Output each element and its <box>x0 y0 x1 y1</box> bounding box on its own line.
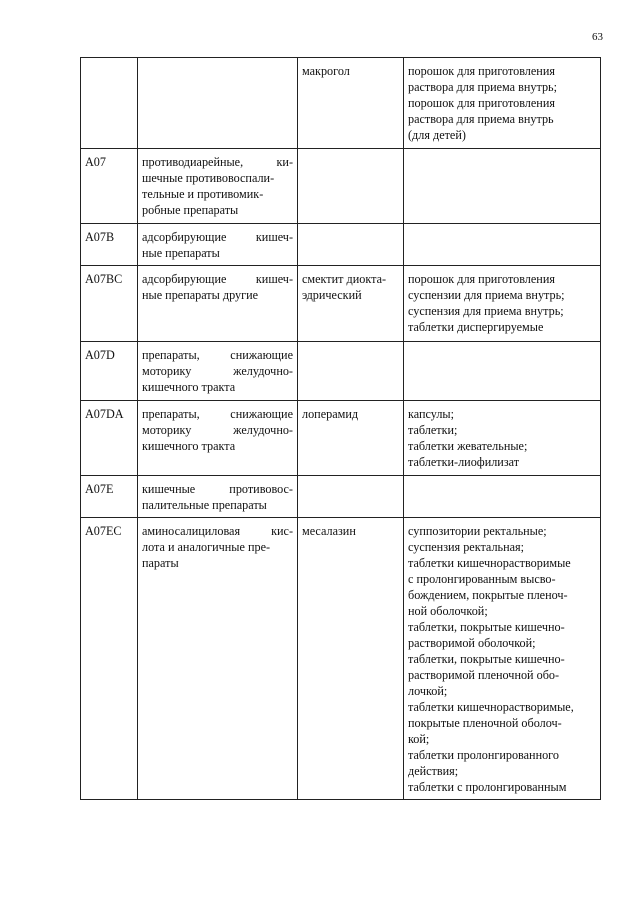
drug-name-cell: макрогол <box>298 58 404 149</box>
dosage-forms-cell: суппозитории ректальные; суспензия ректальная; таблетки кишечнорастворимые с пролонгированным высво- бождением, покрытые пленоч- ной оболочкой; таблетки, покрытые кишечно- растворимой оболочкой; таблетки, покрытые кишечно- растворимой пленочной обо- лочкой; таблетки кишечнорастворимые, покрытые пленочной оболоч- кой; таблетки пролонгированного действия; таблетки с пролонгированным <box>404 518 601 800</box>
drug-name-cell <box>298 224 404 266</box>
table-row <box>81 518 601 800</box>
drug-name-cell: смектит диокта- эдрический <box>298 266 404 342</box>
group-name-cell: противодиарейные, ки- шечные противовоспали- тельные и противомик- робные препараты <box>138 149 298 224</box>
atc-code-cell: A07B <box>81 224 138 266</box>
page-number: 63 <box>592 31 603 43</box>
medications-table <box>80 57 601 800</box>
drug-name-cell <box>298 476 404 518</box>
group-name-cell: аминосалициловая кис- лота и аналогичные пре- параты <box>138 518 298 800</box>
group-name-cell: адсорбирующие кишеч- ные препараты <box>138 224 298 266</box>
group-name-cell: препараты, снижающие моторику желудочно- кишечного тракта <box>138 401 298 476</box>
group-name-cell <box>138 58 298 149</box>
table-row <box>81 58 601 149</box>
dosage-forms-cell <box>404 149 601 224</box>
table-row <box>81 342 601 401</box>
group-name-cell: препараты, снижающие моторику желудочно- кишечного тракта <box>138 342 298 401</box>
atc-code-cell: A07DA <box>81 401 138 476</box>
group-name-cell: адсорбирующие кишеч- ные препараты другие <box>138 266 298 342</box>
dosage-forms-cell <box>404 342 601 401</box>
table-row <box>81 266 601 342</box>
dosage-forms-cell: порошок для приготовления суспензии для приема внутрь; суспензия для приема внутрь; таблетки диспергируемые <box>404 266 601 342</box>
dosage-forms-cell: порошок для приготовления раствора для приема внутрь; порошок для приготовления раствора для приема внутрь (для детей) <box>404 58 601 149</box>
table-row <box>81 401 601 476</box>
dosage-forms-cell <box>404 476 601 518</box>
table-row <box>81 149 601 224</box>
drug-name-cell <box>298 149 404 224</box>
drug-name-cell: лоперамид <box>298 401 404 476</box>
dosage-forms-cell <box>404 224 601 266</box>
atc-code-cell <box>81 58 138 149</box>
atc-code-cell: A07EC <box>81 518 138 800</box>
dosage-forms-cell: капсулы; таблетки; таблетки жевательные; таблетки-лиофилизат <box>404 401 601 476</box>
group-name-cell: кишечные противовос- палительные препараты <box>138 476 298 518</box>
drug-name-cell <box>298 342 404 401</box>
table-row <box>81 224 601 266</box>
atc-code-cell: A07 <box>81 149 138 224</box>
drug-name-cell: месалазин <box>298 518 404 800</box>
table-row <box>81 476 601 518</box>
atc-code-cell: A07E <box>81 476 138 518</box>
atc-code-cell: A07BC <box>81 266 138 342</box>
atc-code-cell: A07D <box>81 342 138 401</box>
